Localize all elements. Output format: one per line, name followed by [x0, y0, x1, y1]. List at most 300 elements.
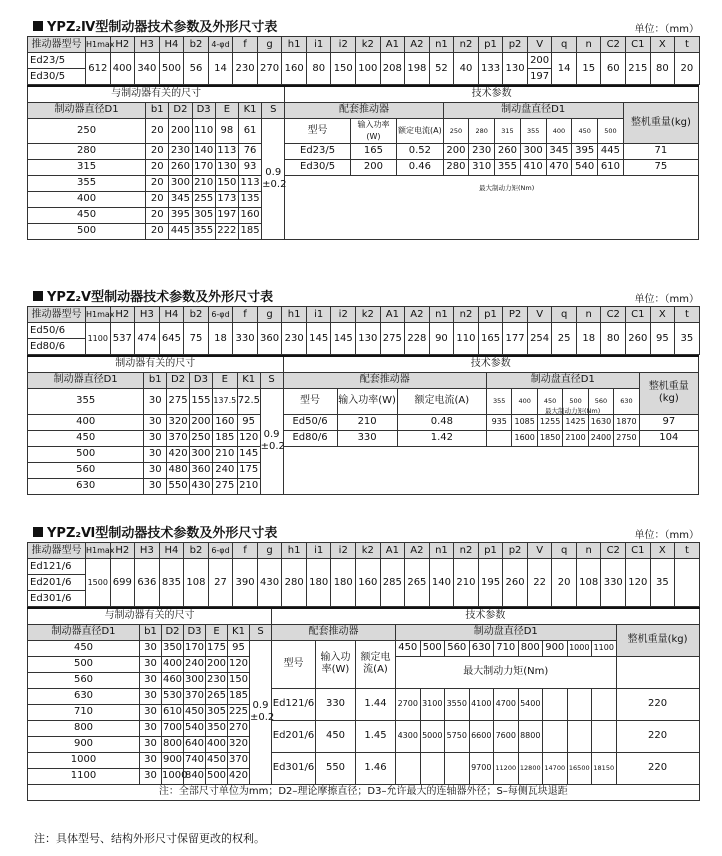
table-cell: 450 [316, 720, 356, 752]
table-ypz2-vi [27, 520, 699, 801]
table-cell: 400 [28, 191, 146, 207]
table-cell: 0.52 [397, 143, 443, 159]
table-cell: 200 [527, 53, 552, 69]
table-cell: 445 [169, 223, 192, 239]
table-cell: 330 [233, 323, 258, 355]
table-cell: Ed50/6 [28, 323, 86, 339]
table-cell: 220 [616, 720, 699, 752]
table-cell: 140 [192, 143, 215, 159]
table-cell: K1 [228, 624, 250, 640]
table-cell: 210 [212, 446, 237, 462]
torque-label: 最大制动力矩(Nm) [479, 184, 535, 192]
table-cell: 280 [28, 143, 146, 159]
table-cell: 500 [28, 223, 146, 239]
table-cell: 320 [167, 414, 190, 430]
table-cell: 160 [282, 53, 307, 85]
table-cell [592, 720, 617, 752]
table-cell: 150 [215, 175, 238, 191]
table-cell: 612 [86, 53, 111, 85]
table-cell: 104 [639, 430, 698, 446]
section-title: YPZ₂Ⅳ型制动器技术参数及外形尺寸表 [33, 16, 277, 35]
table-cell: Ed80/6 [283, 430, 337, 446]
table-cell: 技术参数 [285, 86, 699, 102]
table-cell: 30 [140, 720, 162, 736]
table-cell: 型号 [285, 118, 350, 143]
table-cell: 300 [189, 446, 212, 462]
table-cell: 150 [331, 53, 356, 85]
table-cell: 150 [228, 672, 250, 688]
table-cell: p1 [478, 307, 503, 323]
table-cell: 710 [494, 640, 519, 656]
table-cell: 420 [167, 446, 190, 462]
table-cell: 120 [228, 656, 250, 672]
dimension-table [27, 542, 700, 607]
table-cell: 345 [546, 143, 572, 159]
table-cell: 71 [623, 143, 698, 159]
table-cell: 最大制动力矩(Nm) [396, 656, 617, 688]
table-cell: g [257, 37, 282, 53]
table-cell: b1 [140, 624, 162, 640]
table-cell: H4 [159, 543, 184, 559]
torque-label: 最大制动力矩(Nm) [545, 407, 601, 415]
table-cell: 550 [316, 752, 356, 784]
table-cell: 35 [650, 559, 675, 607]
table-cell: Ed23/5 [28, 53, 86, 69]
table-cell: H3 [135, 307, 160, 323]
table-cell: 208 [380, 53, 405, 85]
table-cell: 20 [552, 559, 577, 607]
table-cell: 20 [675, 53, 700, 85]
table-cell: 130 [215, 159, 238, 175]
table-cell: 20 [146, 191, 169, 207]
table-cell: 20 [146, 143, 169, 159]
table-cell: 8800 [518, 720, 543, 752]
table-cell: b1 [146, 102, 169, 118]
table-cell: 6-φd [208, 307, 233, 323]
table-cell: 350 [162, 640, 184, 656]
section-title: YPZ₂Ⅴ型制动器技术参数及外形尺寸表 [33, 286, 273, 305]
table-cell: Ed80/6 [28, 339, 86, 355]
table-cell: 6600 [469, 720, 494, 752]
table-cell: 450 [28, 640, 140, 656]
brake-params-table [27, 355, 699, 495]
table-cell: 355 [495, 159, 521, 175]
table-cell: 280 [282, 559, 307, 607]
table-cell: 30 [140, 672, 162, 688]
table-cell: Ed23/5 [285, 143, 350, 159]
dimension-table [27, 36, 700, 85]
table-cell: H1max [86, 307, 111, 323]
table-cell: Ed301/6 [28, 591, 86, 607]
table-cell: 230 [233, 53, 258, 85]
table-cell: 1500 [86, 559, 111, 607]
table-cell: 840 [184, 768, 206, 784]
table-cell: 14 [552, 53, 577, 85]
table-cell: 560 [28, 462, 144, 478]
table-cell: 1100 [28, 768, 140, 784]
table-cell: 370 [228, 752, 250, 768]
table-cell: 108 [184, 559, 209, 607]
table-cell: 3100 [420, 688, 445, 720]
table-cell: 输入功率(W) [316, 640, 356, 688]
table-cell: 430 [189, 478, 212, 494]
table-cell: 260 [169, 159, 192, 175]
table-cell: 35 [675, 323, 700, 355]
table-cell: 60 [601, 53, 626, 85]
brake-params-table [27, 607, 700, 801]
table-cell: q [552, 37, 577, 53]
table-cell: 15 [576, 53, 601, 85]
table-cell: 200 [443, 143, 469, 159]
table-cell: 输入功率(W) [350, 118, 396, 143]
table-cell: 300 [169, 175, 192, 191]
table-cell: D3 [184, 624, 206, 640]
table-cell: 110 [192, 118, 215, 143]
table-cell: 推动器型号 [28, 543, 86, 559]
table-cell: 210 [237, 478, 260, 494]
table-cell: 220 [616, 752, 699, 784]
table-cell: 320 [228, 736, 250, 752]
table-cell: 制动盘直径D1 [443, 102, 623, 118]
table-cell: 0.9 ±0.2 [260, 388, 283, 494]
table-cell: 180 [306, 559, 331, 607]
table-cell: 5400 [518, 688, 543, 720]
table-cell: 395 [572, 143, 598, 159]
table-cell: 285 [380, 559, 405, 607]
table-cell: 与制动器有关的尺寸 [28, 86, 285, 102]
table-cell: 197 [215, 207, 238, 223]
table-header-row [28, 37, 700, 53]
table-cell: 450 [28, 430, 144, 446]
table-cell [543, 688, 568, 720]
table-cell: S [260, 372, 283, 388]
table-cell: 270 [257, 53, 282, 85]
table-cell [445, 752, 470, 784]
table-cell: 30 [144, 388, 167, 414]
table-cell: 270 [228, 720, 250, 736]
table-cell: 300 [184, 672, 206, 688]
table-cell: 2750 [614, 430, 639, 446]
table-cell: D2 [162, 624, 184, 640]
table-cell: 4300 [396, 720, 421, 752]
table-cell: 30 [144, 430, 167, 446]
table-cell: 与制动器有关的尺寸 [28, 608, 272, 624]
table-cell: 228 [405, 323, 430, 355]
table-cell: E [206, 624, 228, 640]
table-cell: b2 [184, 307, 209, 323]
table-cell: 450 [572, 118, 598, 143]
table-cell: 480 [167, 462, 190, 478]
table-cell: h1 [282, 37, 307, 53]
table-cell: 710 [28, 704, 140, 720]
table-cell: Ed30/5 [285, 159, 350, 175]
table-cell: A2 [405, 307, 430, 323]
table-cell [592, 688, 617, 720]
table-cell: C1 [626, 543, 651, 559]
table-cell: X [650, 37, 675, 53]
table-cell: 75 [623, 159, 698, 175]
table-cell: 30 [144, 446, 167, 462]
table-cell: 145 [306, 323, 331, 355]
table-cell: 98 [215, 118, 238, 143]
table-cell: 315 [28, 159, 146, 175]
table-cell: 14700 [543, 752, 568, 784]
table-cell: 935 [487, 414, 512, 430]
table-ypz2-v [27, 284, 699, 495]
table-cell: 185 [228, 688, 250, 704]
table-cell: 175 [237, 462, 260, 478]
table-cell: 195 [478, 559, 503, 607]
table-cell: 355 [487, 388, 512, 414]
table-cell: 255 [192, 191, 215, 207]
table-cell: H3 [135, 37, 160, 53]
table-cell: t [675, 307, 700, 323]
table-cell: 160 [356, 559, 381, 607]
table-cell: H4 [159, 37, 184, 53]
table-cell: 120 [237, 430, 260, 446]
table-cell: K1 [237, 372, 260, 388]
table-cell: 355 [192, 223, 215, 239]
table-cell: 222 [215, 223, 238, 239]
table-cell: Ed201/6 [28, 575, 86, 591]
table-cell: 165 [350, 143, 396, 159]
table-cell: 130 [503, 53, 528, 85]
table-cell: A2 [405, 543, 430, 559]
table-cell: 3550 [445, 688, 470, 720]
table-cell: 835 [159, 559, 184, 607]
table-cell: 2700 [396, 688, 421, 720]
table-cell: 400 [512, 388, 537, 414]
table-cell: 1085 [512, 414, 537, 430]
table-cell: 177 [503, 323, 528, 355]
table-cell: H1max [86, 37, 111, 53]
table-cell: 97 [639, 414, 698, 430]
table-cell: 500 [563, 388, 588, 414]
table-cell: 800 [518, 640, 543, 656]
table-cell: 260 [626, 323, 651, 355]
table-cell: 95 [650, 323, 675, 355]
table-cell: i2 [331, 307, 356, 323]
table-cell: h1 [282, 543, 307, 559]
table-row [28, 53, 700, 69]
table-cell: 197 [527, 69, 552, 85]
table-cell: i1 [306, 37, 331, 53]
table-cell: Ed50/6 [283, 414, 337, 430]
table-cell: 5750 [445, 720, 470, 752]
table-cell: V [527, 543, 552, 559]
section-title: YPZ₂Ⅵ型制动器技术参数及外形尺寸表 [33, 522, 277, 541]
table-cell: 240 [184, 656, 206, 672]
table-cell [420, 752, 445, 784]
table-cell: 305 [206, 704, 228, 720]
table-cell: 200 [350, 159, 396, 175]
table-cell: 1100 [592, 640, 617, 656]
table-cell: 80 [306, 53, 331, 85]
table-cell: 30 [140, 704, 162, 720]
table-cell: 630 [28, 688, 140, 704]
table-cell [567, 720, 592, 752]
table-cell: 560 [28, 672, 140, 688]
table-cell: 630 [614, 388, 639, 414]
table-cell: 198 [405, 53, 430, 85]
table-cell: 420 [228, 768, 250, 784]
table-cell: S [250, 624, 272, 640]
table-cell: 制动盘直径D1 [396, 624, 617, 640]
table-cell: n [576, 307, 601, 323]
table-cell: C1 [626, 37, 651, 53]
table-cell: 300 [520, 143, 546, 159]
square-bullet-icon [33, 527, 43, 537]
table-cell: 700 [162, 720, 184, 736]
table-cell: 370 [167, 430, 190, 446]
table-cell: 630 [469, 640, 494, 656]
table-cell: 90 [429, 323, 454, 355]
table-cell: Ed121/6 [272, 688, 316, 720]
table-cell: 30 [140, 752, 162, 768]
table-cell: 350 [206, 720, 228, 736]
table-cell: 25 [552, 323, 577, 355]
table-cell: 200 [206, 656, 228, 672]
table-cell: 173 [215, 191, 238, 207]
table-cell: D3 [192, 102, 215, 118]
table-cell [396, 752, 421, 784]
table-cell: 537 [110, 323, 135, 355]
table-cell: 72.5 [237, 388, 260, 414]
table-cell: 18150 [592, 752, 617, 784]
table-cell: 61 [238, 118, 261, 143]
table-cell: 200 [169, 118, 192, 143]
table-cell [675, 559, 700, 607]
table-cell: 40 [454, 53, 479, 85]
table-cell: 560 [445, 640, 470, 656]
table-cell: 215 [626, 53, 651, 85]
table-cell: 135 [238, 191, 261, 207]
table-cell: 280 [469, 118, 495, 143]
table-cell: 500 [420, 640, 445, 656]
table-cell: D2 [169, 102, 192, 118]
table-cell: H2 [110, 37, 135, 53]
table-cell: 530 [162, 688, 184, 704]
table-cell: 1.45 [356, 720, 396, 752]
table-cell: 450 [537, 388, 562, 414]
table-cell: 20 [146, 159, 169, 175]
table-cell: 93 [238, 159, 261, 175]
table-cell: 900 [28, 736, 140, 752]
table-cell: 20 [146, 223, 169, 239]
table-cell: 540 [572, 159, 598, 175]
table-cell: D3 [189, 372, 212, 388]
table-cell: 275 [212, 478, 237, 494]
table-cell: 450 [396, 640, 421, 656]
table-cell: 1.44 [356, 688, 396, 720]
table-cell: 额定电流(A) [356, 640, 396, 688]
table-cell: 395 [169, 207, 192, 223]
table-cell: 5000 [420, 720, 445, 752]
table-cell: n [576, 543, 601, 559]
table-cell: A2 [405, 37, 430, 53]
table-cell: 400 [206, 736, 228, 752]
table-cell: 30 [140, 736, 162, 752]
table-cell: 额定电流(A) [397, 388, 486, 414]
table-cell: 30 [144, 414, 167, 430]
table-cell: 1.42 [397, 430, 486, 446]
table-cell: D2 [167, 372, 190, 388]
table-cell: 254 [527, 323, 552, 355]
table-cell: 0.9 ±0.2 [262, 118, 285, 239]
table-cell: 1.46 [356, 752, 396, 784]
table-cell: g [257, 307, 282, 323]
table-cell: 80 [650, 53, 675, 85]
table-cell: 900 [162, 752, 184, 768]
table-cell: 20 [146, 118, 169, 143]
table-cell: E [215, 102, 238, 118]
table-cell: A1 [380, 307, 405, 323]
table-cell: 30 [140, 688, 162, 704]
table-cell: H4 [159, 307, 184, 323]
table-cell: 450 [206, 752, 228, 768]
table-cell: 1600 [512, 430, 537, 446]
table-cell: 1000 [567, 640, 592, 656]
table-cell: 250 [189, 430, 212, 446]
table-cell: 输入功率(W) [337, 388, 397, 414]
table-cell: 1630 [588, 414, 613, 430]
table-cell: p2 [503, 37, 528, 53]
table-cell: 配套推动器 [283, 372, 487, 388]
table-cell: 配套推动器 [285, 102, 443, 118]
table-cell: 1000 [28, 752, 140, 768]
table-cell: 技术参数 [272, 608, 700, 624]
table-cell: 250 [28, 118, 146, 143]
table-cell: H2 [110, 307, 135, 323]
table-cell: t [675, 543, 700, 559]
dimension-table [27, 306, 700, 355]
table-cell: 145 [331, 323, 356, 355]
table-cell: 740 [184, 752, 206, 768]
table-cell: 108 [576, 559, 601, 607]
table-cell: 113 [238, 175, 261, 191]
table-cell: n1 [429, 37, 454, 53]
table-cell: 450 [28, 207, 146, 223]
table-cell: 360 [189, 462, 212, 478]
table-cell: 400 [28, 414, 144, 430]
table-cell: E [212, 372, 237, 388]
table-cell: i1 [306, 307, 331, 323]
table-cell: i1 [306, 543, 331, 559]
table-cell: 27 [208, 559, 233, 607]
table-cell: p2 [503, 543, 528, 559]
table-cell: 400 [110, 53, 135, 85]
table-cell: i2 [331, 543, 356, 559]
table-cell: 120 [626, 559, 651, 607]
table-cell: 额定电流(A) [397, 118, 443, 143]
table-cell: 445 [598, 143, 624, 159]
table-cell: q [552, 307, 577, 323]
table-cell: 370 [184, 688, 206, 704]
table-cell: P2 [503, 307, 528, 323]
table-cell: 145 [237, 446, 260, 462]
table-ypz2-iv [27, 14, 699, 240]
table-cell: 460 [162, 672, 184, 688]
table-cell: 470 [546, 159, 572, 175]
table-cell: 80 [601, 323, 626, 355]
table-cell: 110 [454, 323, 479, 355]
table-cell: n [576, 37, 601, 53]
table-cell: 330 [316, 688, 356, 720]
table-cell: 制动器直径D1 [28, 624, 140, 640]
table-cell: 14 [208, 53, 233, 85]
table-cell: 76 [238, 143, 261, 159]
table-cell: 1850 [537, 430, 562, 446]
